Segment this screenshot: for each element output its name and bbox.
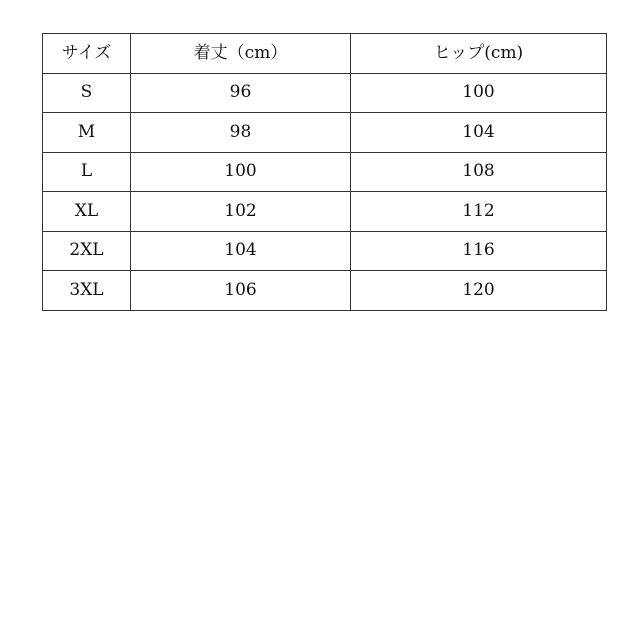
table-row (43, 271, 607, 311)
cell-length: 104 (131, 231, 351, 271)
header-hip: ヒップ(cm) (351, 34, 607, 74)
cell-length: 102 (131, 192, 351, 232)
header-size: サイズ (43, 34, 131, 74)
cell-hip: 116 (351, 231, 607, 271)
cell-hip: 108 (351, 152, 607, 192)
table-body (43, 73, 607, 310)
cell-length: 106 (131, 271, 351, 311)
cell-size: 3XL (43, 271, 131, 311)
table-row (43, 192, 607, 232)
header-length: 着丈（cm） (131, 34, 351, 74)
cell-length: 100 (131, 152, 351, 192)
cell-hip: 100 (351, 73, 607, 113)
cell-size: 2XL (43, 231, 131, 271)
cell-length: 98 (131, 113, 351, 153)
cell-size: XL (43, 192, 131, 232)
cell-size: L (43, 152, 131, 192)
cell-size: M (43, 113, 131, 153)
header-row (43, 34, 607, 74)
cell-hip: 120 (351, 271, 607, 311)
cell-hip: 104 (351, 113, 607, 153)
cell-hip: 112 (351, 192, 607, 232)
table-row (43, 73, 607, 113)
cell-size: S (43, 73, 131, 113)
table-row (43, 231, 607, 271)
table-row (43, 152, 607, 192)
table-row (43, 113, 607, 153)
size-chart-table (42, 33, 607, 311)
table-header (43, 34, 607, 74)
cell-length: 96 (131, 73, 351, 113)
